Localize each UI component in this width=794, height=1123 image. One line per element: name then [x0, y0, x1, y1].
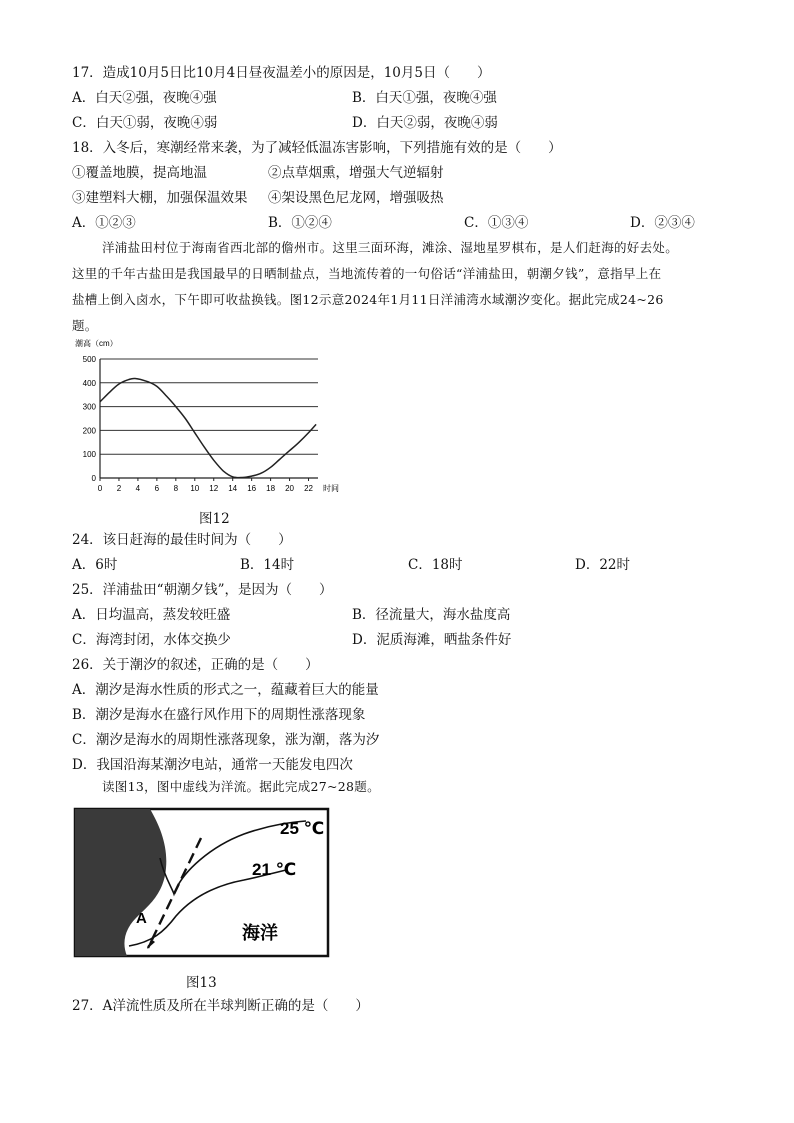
x-tick-label: 22 [304, 484, 313, 493]
y-tick-label: 400 [82, 378, 96, 388]
ocean-label: 海洋 [242, 923, 278, 943]
x-tick-label: 8 [173, 484, 179, 493]
tide-curve [100, 378, 316, 477]
q24-option-c: C．18时 [408, 557, 463, 573]
q17-option-b: B．白天①强，夜晚④强 [352, 90, 497, 106]
passage2: 读图13，图中虚线为洋流。据此完成27~28题。 [102, 779, 380, 794]
x-tick-label: 10 [190, 484, 200, 493]
q26-stem: 26．关于潮汐的叙述，正确的是（ ） [72, 657, 319, 673]
passage1-line4: 题。 [72, 318, 98, 333]
q25-option-d: D．泥质海滩，晒盐条件好 [352, 632, 512, 648]
y-tick-label: 300 [82, 402, 96, 412]
q18-stem: 18．入冬后，寒潮经常来袭，为了减轻低温冻害影响，下列措施有效的是（ ） [72, 140, 562, 156]
q17-option-a: A．白天②强，夜晚④强 [72, 90, 217, 106]
y-axis-label: 潮高（cm） [75, 339, 118, 348]
q26-option-b: B．潮汐是海水在盛行风作用下的周期性涨落现象 [72, 707, 366, 723]
q27-stem: 27．A洋流性质及所在半球判断正确的是（ ） [72, 998, 369, 1014]
q17-option-c: C．白天①弱，夜晚④弱 [72, 115, 218, 131]
q25-stem: 25．洋浦盐田“朝潮夕钱”，是因为（ ） [72, 582, 333, 598]
passage1-line3: 盐槽上倒入卤水，下午即可收盐换钱。图12示意2024年1月11日洋浦湾水域潮汐变化。据此完成24~26 [72, 292, 664, 307]
q17-option-d: D．白天②弱，夜晚④弱 [352, 115, 498, 131]
figure13-caption: 图13 [186, 975, 217, 991]
q24-stem: 24．该日赶海的最佳时间为（ ） [72, 532, 292, 548]
q25-option-c: C．海湾封闭，水体交换少 [72, 632, 231, 648]
passage1-line2: 这里的千年古盐田是我国最早的日晒制盐点，当地流传着的一句俗话“洋浦盐田，朝潮夕钱”，意指早上在 [72, 266, 662, 281]
x-tick-label: 16 [247, 484, 257, 493]
q26-option-c: C．潮汐是海水的周期性涨落现象，涨为潮，落为汐 [72, 732, 380, 748]
x-tick-label: 6 [154, 484, 160, 493]
ocean-current-diagram [72, 806, 334, 961]
y-tick-label: 0 [91, 474, 96, 483]
y-tick-label: 500 [82, 355, 96, 364]
figure12-caption: 图12 [199, 511, 230, 527]
x-tick-label: 4 [135, 484, 141, 493]
q18-option-b: B．①②④ [268, 215, 332, 231]
q17-stem: 17．造成10月5日比10月4日昼夜温差小的原因是，10月5日（ ） [72, 65, 491, 81]
q18-measure-3: ③建塑料大棚，加强保温效果 [72, 190, 248, 206]
q25-option-b: B．径流量大，海水盐度高 [352, 607, 511, 623]
q25-option-a: A．日均温高，蒸发较旺盛 [72, 607, 231, 623]
isotherm-21-label: 21 ℃ [252, 860, 297, 879]
current-a-label: A [136, 910, 147, 927]
q18-option-c: C．①③④ [464, 215, 529, 231]
x-tick-label: 2 [116, 484, 122, 493]
x-tick-label: 18 [266, 484, 276, 493]
x-tick-label: 0 [97, 484, 103, 493]
q26-option-d: D．我国沿海某潮汐电站，通常一天能发电四次 [72, 757, 353, 773]
q18-measure-2: ②点草烟熏，增强大气逆辐射 [268, 165, 444, 181]
x-tick-label: 20 [285, 484, 295, 493]
y-tick-label: 100 [82, 450, 96, 460]
q24-option-b: B．14时 [240, 557, 295, 573]
isotherm-25-label: 25 ℃ [280, 819, 325, 838]
passage1-line1: 洋浦盐田村位于海南省西北部的儋州市。这里三面环海，滩涂、湿地星罗棋布，是人们赶海的好去处。 [102, 240, 679, 255]
q18-measure-4: ④架设黑色尼龙网，增强吸热 [268, 190, 444, 206]
q18-option-d: D．②③④ [630, 215, 695, 231]
x-axis-label: 时间 [323, 484, 339, 493]
q24-option-a: A．6时 [72, 557, 118, 573]
q18-option-a: A．①②③ [72, 215, 136, 231]
x-tick-label: 12 [209, 484, 219, 493]
tide-chart [70, 335, 360, 505]
q24-option-d: D．22时 [575, 557, 631, 573]
y-tick-label: 200 [82, 426, 96, 436]
q18-measure-1: ①覆盖地膜，提高地温 [72, 165, 207, 181]
q26-option-a: A．潮汐是海水性质的形式之一，蕴藏着巨大的能量 [72, 682, 379, 698]
x-tick-label: 14 [228, 484, 238, 493]
